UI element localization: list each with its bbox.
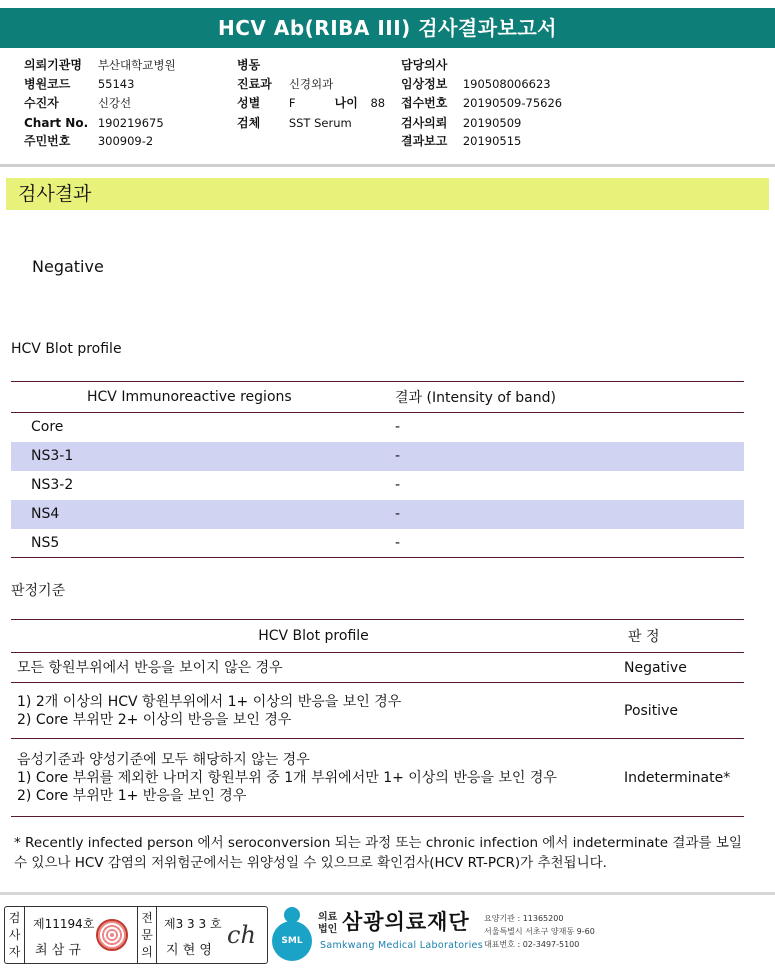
region-cell: NS5 xyxy=(11,529,395,558)
table-header-row xyxy=(11,620,744,653)
info-value: SST Serum xyxy=(288,116,352,130)
result-cell: - xyxy=(395,529,744,558)
column-header: 결과 (Intensity of band) xyxy=(395,382,744,413)
info-row-hospital-code xyxy=(24,75,134,93)
info-label: 진료과 xyxy=(237,77,272,91)
criteria-cell xyxy=(11,739,616,817)
criteria-title: 판정기준 xyxy=(11,583,66,599)
criteria-line: 2) Core 부위만 2+ 이상의 반응을 보인 경우 xyxy=(17,711,292,728)
judgement-cell: Negative xyxy=(616,653,744,683)
table-row xyxy=(11,683,744,739)
info-label: 결과보고 xyxy=(401,134,448,148)
reviewer-name: 지 현 영 xyxy=(166,943,212,958)
info-value: 20190515 xyxy=(462,134,522,148)
result-cell: - xyxy=(395,442,744,471)
info-label: 접수번호 xyxy=(401,96,448,110)
info-value: 신강선 xyxy=(97,96,132,110)
criteria-line: 1) 2개 이상의 HCV 항원부위에서 1+ 이상의 반응을 보인 경우 xyxy=(17,693,402,710)
label-char: 전 xyxy=(141,911,153,925)
label-char: 자 xyxy=(8,945,21,959)
criteria-line: 음성기준과 양성기준에 모두 해당하지 않는 경우 xyxy=(17,751,310,768)
signature-box xyxy=(4,906,268,964)
footnote: * Recently infected person 에서 seroconversion 되는 과정 또는 chronic infection 에서 indeterminate 결과를 보일 수 있으나 HCV 감염의 저위험군에서는 위양성일 수 있으므로 확인검사(HCV RT-PCR)가 추천됩니다. xyxy=(14,835,742,871)
info-value: F xyxy=(288,96,296,110)
info-row-sex-age xyxy=(237,94,385,112)
info-row-ward xyxy=(237,56,289,74)
test-result: Negative xyxy=(32,257,104,276)
org-code: 요양기관 : 11365200 xyxy=(484,914,564,923)
table-row xyxy=(11,529,744,558)
info-row-chart-no xyxy=(24,114,164,132)
reviewer-license-no: 제3 3 3 호 xyxy=(164,917,222,931)
divider xyxy=(0,164,775,167)
examiner-license-no: 제11194호 xyxy=(33,917,95,931)
result-cell: - xyxy=(395,419,401,436)
label-char: 사 xyxy=(8,928,21,942)
info-label: 임상정보 xyxy=(401,77,448,91)
region-cell: Core xyxy=(31,419,64,436)
reviewer-label xyxy=(137,907,157,963)
info-value: 190219675 xyxy=(97,116,164,130)
info-value: 55143 xyxy=(97,77,135,91)
org-type: 의료법인 xyxy=(318,912,338,935)
info-row-accession-no xyxy=(401,94,562,112)
info-value: 부산대학교병원 xyxy=(97,58,176,72)
label-char: 의 xyxy=(141,945,153,959)
column-header: 판 정 xyxy=(616,620,744,653)
examiner-label xyxy=(5,907,25,963)
table-header-row xyxy=(11,382,744,413)
info-label: 의뢰기관명 xyxy=(24,58,82,72)
report-title: HCV Ab(RIBA III) 검사결과보고서 xyxy=(0,8,775,48)
info-value: 190508006623 xyxy=(462,77,551,91)
result-cell: - xyxy=(395,477,401,493)
criteria-line: 1) Core 부위를 제외한 나머지 항원부위 중 1개 부위에서만 1+ 이상의 반응을 보인 경우 xyxy=(17,769,557,786)
info-value: 신경외과 xyxy=(288,77,334,91)
info-label: 담당의사 xyxy=(401,58,448,72)
info-label: 수진자 xyxy=(24,96,59,110)
info-row-specimen xyxy=(237,114,352,132)
table-row xyxy=(11,471,744,500)
blot-profile-table xyxy=(11,381,744,558)
table-row xyxy=(11,500,744,529)
info-label: 성별 xyxy=(237,96,261,110)
info-label: 검사의뢰 xyxy=(401,116,448,130)
table-row xyxy=(11,739,744,817)
info-row-institution xyxy=(24,56,176,74)
criteria-table xyxy=(11,619,744,817)
info-label: 병동 xyxy=(237,58,261,72)
org-contact xyxy=(484,912,595,951)
result-cell: - xyxy=(395,500,744,529)
sml-logo-icon xyxy=(272,907,314,957)
seal-stamp-icon xyxy=(96,919,128,951)
column-header: HCV Blot profile xyxy=(11,620,616,653)
divider xyxy=(0,892,775,895)
info-label: 병원코드 xyxy=(24,77,71,91)
info-value: 20190509 xyxy=(462,116,522,130)
org-address: 서울특별시 서초구 양재동 9-60 xyxy=(484,927,595,936)
info-row-doctor xyxy=(401,56,463,74)
info-value: 88 xyxy=(370,96,386,110)
label-char: 검 xyxy=(8,911,21,925)
info-row-report-date xyxy=(401,132,521,150)
criteria-cell xyxy=(11,653,616,683)
criteria-cell xyxy=(11,683,616,739)
signature-icon: ch xyxy=(227,921,256,949)
info-label: 주민번호 xyxy=(24,134,71,148)
table-row xyxy=(11,653,744,683)
region-cell: NS3-2 xyxy=(31,477,74,493)
table-row xyxy=(11,413,744,442)
info-label: Chart No. xyxy=(24,116,89,130)
judgement-cell: Positive xyxy=(616,683,744,739)
table-row xyxy=(11,442,744,471)
info-row-request-date xyxy=(401,114,521,132)
info-row-department xyxy=(237,75,333,93)
org-english-name: Samkwang Medical Laboratories xyxy=(320,940,483,951)
blot-profile-title: HCV Blot profile xyxy=(11,341,122,357)
criteria-line: 모든 항원부위에서 반응을 보이지 않은 경우 xyxy=(17,659,283,676)
info-value: 20190509-75626 xyxy=(462,96,563,110)
judgement-cell: Indeterminate* xyxy=(616,739,744,817)
region-cell: NS4 xyxy=(11,500,395,529)
label-char: 문 xyxy=(141,928,153,942)
info-label: 나이 xyxy=(334,96,358,110)
logo-text: SML xyxy=(272,921,312,961)
info-row-clinical-info xyxy=(401,75,551,93)
info-label: 검체 xyxy=(237,116,261,130)
patient-info xyxy=(0,54,775,164)
org-name: 삼광의료재단 xyxy=(342,910,470,934)
org-phone: 대표번호 : 02-3497-5100 xyxy=(484,940,580,949)
examiner-name: 최 삼 규 xyxy=(35,943,81,958)
info-value: 300909-2 xyxy=(97,134,154,148)
criteria-line: 2) Core 부위만 1+ 반응을 보인 경우 xyxy=(17,787,247,804)
section-title: 검사결과 xyxy=(6,178,769,210)
region-cell: NS3-1 xyxy=(11,442,395,471)
info-row-id-no xyxy=(24,132,153,150)
info-row-patient xyxy=(24,94,131,112)
column-header: HCV Immunoreactive regions xyxy=(11,382,395,413)
